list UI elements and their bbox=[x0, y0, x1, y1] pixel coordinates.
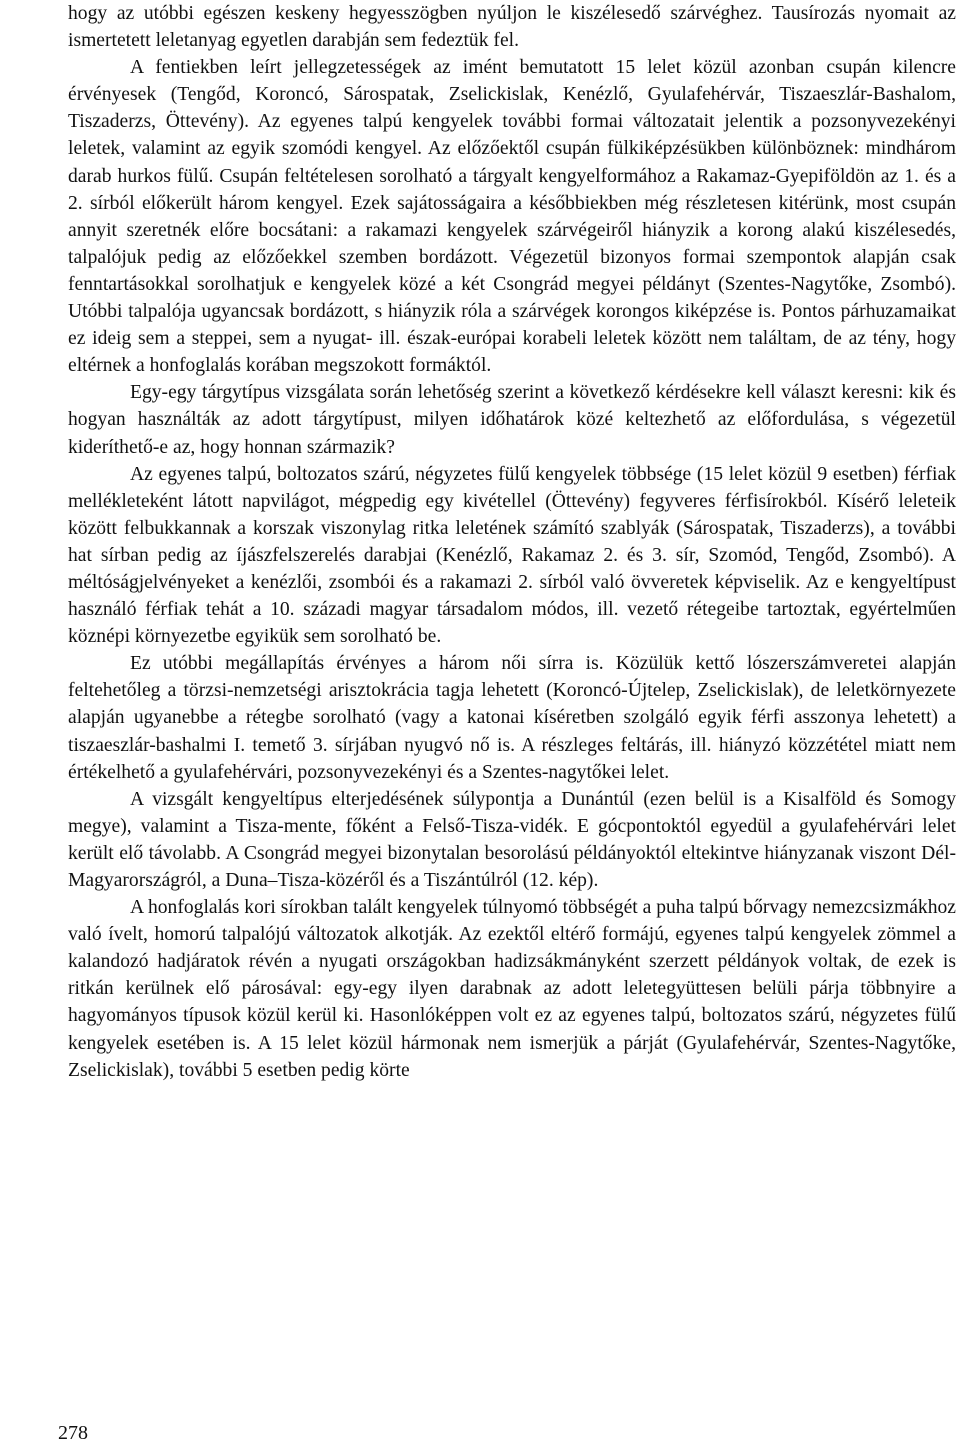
paragraph: Egy-egy tárgytípus vizsgálata során lehetőség szerint a következő kérdésekre kell választ keresni: kik és hogyan használták az adott tárgytípust, milyen időhatárok közé keltezhető az előfordulása, s végezetül kideríthető-e az, hogy honnan származik? bbox=[68, 382, 956, 458]
paragraph: A fentiekben leírt jellegzetességek az imént bemutatott 15 lelet közül azonban csupán kilencre érvényesek (Tengőd, Koroncó, Sárospatak, Zselickislak, Kenézlő, Gyulafehérvár, Tiszaeszlár-Bashalom, Tiszaderzs, Öttevény). Az egyenes talpú kengyelek további formai változatait jelentik a pozsonyvezekényi leletek, valamint az egyik szomódi kengyel. Az előzőektől csupán fülkiképzésükben különböznek: mindhárom darab hurkos fülű. Csupán feltételesen sorolható a tárgyalt kengyelformához a Rakamaz-Gyepiföldön az 1. és a 2. sírból előkerült három kengyel. Ezek sajátosságaira a későbbiekben még részletesen kitérünk, most csupán annyit szeretnék előre bocsátani: a rakamazi kengyelek szárvégeiről hiányzik a korong alakú kiszélesedés, talpalójuk pedig az előzőekkel szemben bordázott. Végezetül bizonyos formai szempontok alapján csak fenntartásokkal sorolhatjuk e kengyelek közé a két Csongrád megyei példányt (Szentes-Nagytőke, Zsombó). Utóbbi talpalója ugyancsak bordázott, s hiányzik róla a szárvégek korongos kiképzése is. Pontos párhuzamaikat ez ideig sem a steppei, sem a nyugat- ill. észak-európai korabeli leletek között nem találtam, de az tény, hogy eltérnek a honfoglalás korában megszokott formáktól. bbox=[68, 57, 956, 377]
document-body bbox=[68, 0, 956, 1084]
paragraph-continuation: hogy az utóbbi egészen keskeny hegyesszögben nyúljon le kiszélesedő szárvéghez. Tausírozás nyomait az ismertetett leletanyag egyetlen darabján sem fedeztük fel. bbox=[68, 3, 956, 52]
page-number: 278 bbox=[58, 1422, 88, 1444]
paragraph: A honfoglalás kori sírokban talált kengyelek túlnyomó többségét a puha talpú bőrvagy nemezcsizmákhoz való ívelt, homorú talpalójú változatok alkotják. Az ezektől eltérő formájú, egyenes talpú kengyelek zömmel a kalandozó hadjáratok révén a nyugati országokban hadizsákmányként szerzett példányok voltak, de ezek is ritkán kerülnek elő párosával: egy-egy ilyen darabnak az adott leletegyüttesen belüli párja többnyire a hagyományos típusok közül kerül ki. Hasonlóképpen volt ez az egyenes talpú, boltozatos szárú, négyzetes fülű kengyelek esetében is. A 15 lelet közül hármonak nem ismerjük a párját (Gyulafehérvár, Szentes-Nagytőke, Zselickislak), további 5 esetben pedig körte bbox=[68, 897, 956, 1081]
paragraph: Ez utóbbi megállapítás érvényes a három női sírra is. Közülük kettő lószerszámveretei alapján feltehetőleg a törzsi-nemzetségi arisztokrácia tagja lehetett (Koroncó-Újtelep, Zselickislak), de leletkörnyezete alapján ugyanebbe a rétegbe sorolható (vagy a katonai kíséretben szolgáló egyik férfi asszonya lehetett) a tiszaeszlár-bashalmi I. temető 3. sírjában nyugvó nő is. A részleges feltárás, ill. hiányzó közzététel miatt nem értékelhető a gyulafehérvári, pozsonyvezekényi és a Szentes-nagytőkei lelet. bbox=[68, 653, 956, 783]
paragraph: Az egyenes talpú, boltozatos szárú, négyzetes fülű kengyelek többsége (15 lelet közül 9 esetben) férfiak mellékleteként látott napvilágot, mégpedig egy kivétellel (Öttevény) fegyveres férfisírokból. Kísérő leleteik között felbukkannak a korszak viszonylag ritka leletének számító szablyák (Sárospatak, Tiszaderzs), a további hat sírban pedig az íjászfelszerelés darabjai (Kenézlő, Rakamaz 2. és 3. sír, Szomód, Tengőd, Zsombó). A méltóságjelvényeket a kenézlői, zsombói és a rakamazi 2. sírból való övveretek képviselik. Az e kengyeltípust használó férfiak tehát a 10. századi magyar társadalom módos, ill. vezető rétegeibe tartoztak, egyértelműen köznépi környezetbe egyikük sem sorolható be. bbox=[68, 463, 956, 648]
paragraph: A vizsgált kengyeltípus elterjedésének súlypontja a Dunántúl (ezen belül is a Kisalföld és Somogy megye), valamint a Tisza-mente, főként a Felső-Tisza-vidék. E gócpontoktól egyedül a gyulafehérvári lelet került elő távolabb. A Csongrád megyei bizonytalan besorolású példányoktól eltekintve hiányzanak viszont Dél-Magyarországról, a Duna–Tisza-közéről és a Tiszántúlról (12. kép). bbox=[68, 788, 956, 891]
